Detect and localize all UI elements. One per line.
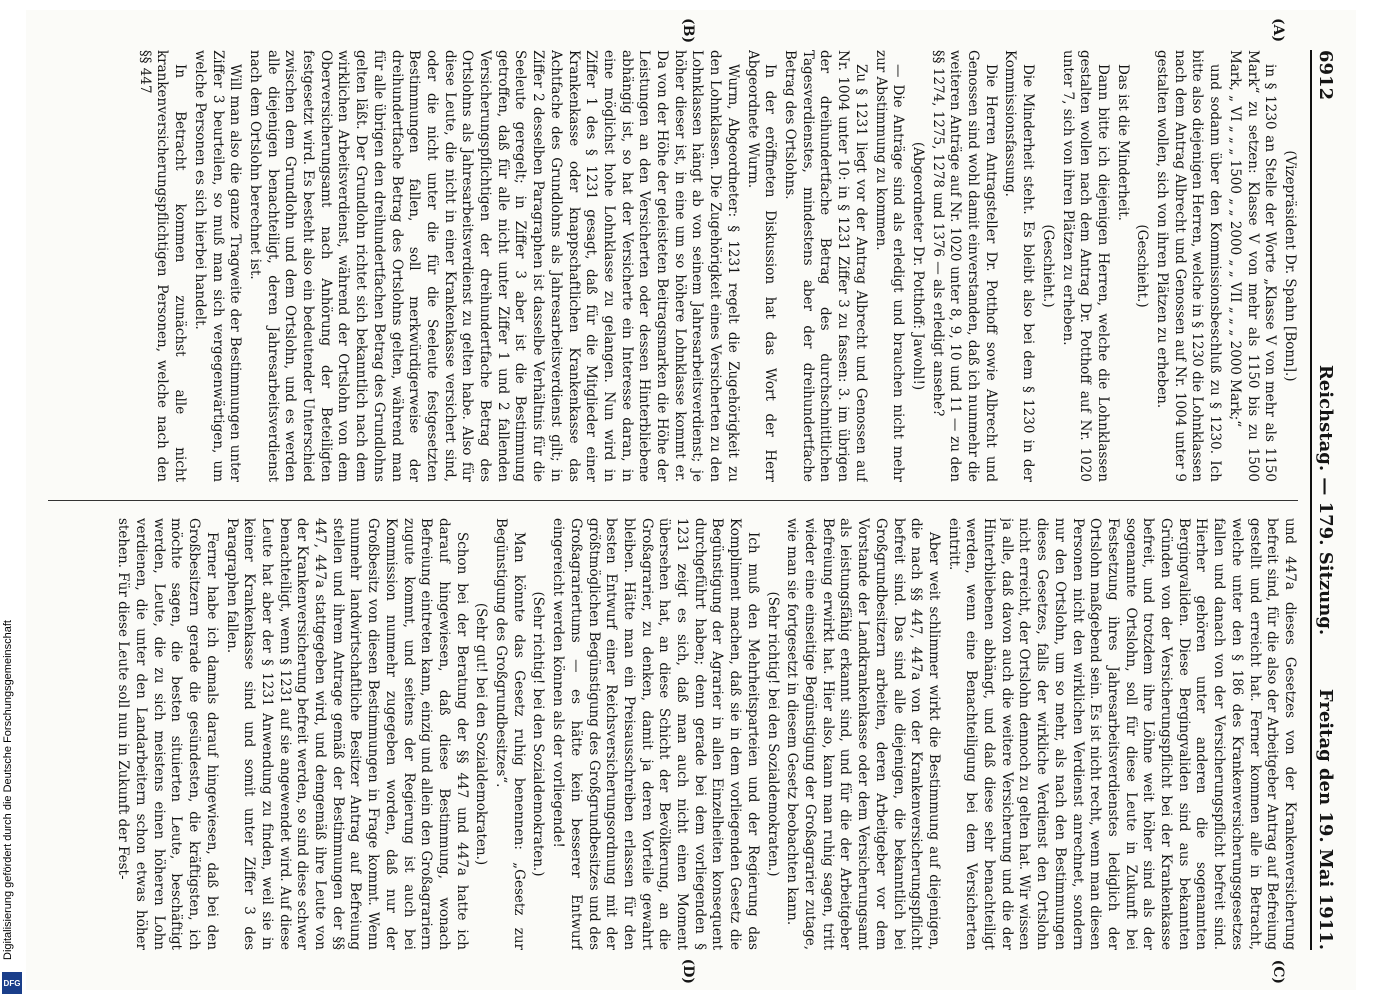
paragraph: Man könnte das Gesetz ruhig benennen: „Gesetz zur Begünstigung des Großgrundbesitzes“. <box>493 518 527 950</box>
reaction: (Abgeordneter Dr. Potthoff: Jawohl!) <box>909 141 926 391</box>
paragraph: in § 1230 an Stelle der Worte „Klasse V von mehr als 1150 Mark“ zu setzen: Klasse V von mehr als 1150 bis zu 1500 Mark, „ VI „ „ „ 1500 „ „ 2000 „ „ VII „ „ „ 2000 Mark;“ <box>1226 50 1279 482</box>
header-title: Reichstag. — 179. Sitzung. <box>1315 364 1337 636</box>
reaction: (Sehr richtig! bei den Sozialdemokraten.) <box>530 591 547 877</box>
reaction: (Geschieht.) <box>1039 224 1056 308</box>
paragraph: — Die Anträge sind als erledigt und brauchen nicht mehr zur Abstimmung zu kommen. <box>872 50 907 482</box>
paragraph: Ferner habe ich damals darauf hingewiesen, daß bei den Großbesitzern gerade die gesündesten, die kräftigsten, ich möchte sagen, die besten situierten Leute, beschäftigt werden, Leute, die zu sich meistens einen höheren Lohn verdienen, die unter den Landarbeitern schon etwas höher stehen. Für diese Leute soll nun in Zukunft der Fest- <box>115 518 220 950</box>
digitization-note: Digitalisierung gefördert durch die Deutsche Forschungsgemeinschaft <box>2 620 14 960</box>
left-column <box>48 50 1298 482</box>
margin-marker-c: (C) <box>1270 959 1286 984</box>
speaker-note: (Vizepräsident Dr. Spahn [Bonn].) <box>1282 150 1298 382</box>
paragraph: und 447a dieses Gesetzes von der Krankenversicherung befreit sind, für die also der Arbeitgeber Antrag auf Befreiung gestellt und erreicht hat. Ferner kommen alle in Betracht, welche unter den § 186 des Krankenversicherungsgesetzes fallen und danach von der Versicherungspflicht befreit sind. Hierher gehören unter anderen die sogenannten Bergingvaliden. Diese Bergingvaliden sind aus bekannten Gründen von der Versicherungspflicht bei der Krankenkasse befreit, und trotzdem ihre Löhne weit höher sind als der sogenannte Ortslohn, soll für diese Leute in Zukunft bei Festsetzung ihres Jahresarbeitsverdienstes lediglich der Ortslohn maßgebend sein. Es ist nicht recht, wenn man diesen Personen nicht den wirklichen Verdienst anrechnet, sondern nur den Ortslohn, um so mehr, als nach den Bestimmungen dieses Gesetzes, falls der wirkliche Verdienst den Ortslohn nicht erreicht, der Ortslohn dennoch zu gelten hat. Wir wissen ja alle, daß davon auch die weitere Versicherung und die der Hinterbliebenen abhängt, und daß diese sehr benachteiligt werden, wenn eine Benachteiligung bei dem Versicherten eintritt. <box>945 518 1298 950</box>
column-divider <box>48 500 1298 501</box>
page-number: 6912 <box>1315 50 1337 101</box>
dfg-logo: DFG <box>2 972 22 994</box>
margin-marker-a: (A) <box>1270 18 1286 43</box>
paragraph: Schon bei der Beratung der §§ 447 und 447a hatte ich darauf hingewiesen, daß diese Bestimmung, wonach Befreiung eintreten kann, einzig und allein den Großagrariern zugute kommt, und seitens der Regierung ist auch bei Kommission nunmehr zugegeben worden, daß nur der Großbesitz von diesen Bestimmungen in Frage kommt. Wenn nunmehr landwirtschaftliche Besitzer Antrag auf Befreiung stellen und ihrem Antrage gemäß der Bestimmungen der §§ 447, 447a stattgegeben wird, und demgemäß ihre Leute von der Krankenversicherung befreit werden, so sind diese schwer benachteiligt, wenn § 1231 auf sie angewendet wird. Auf diese Leute hat aber der § 1231 Anwendung zu finden, weil sie in keiner Krankenkasse sind und somit unter Ziffer 3 des Paragraphen fallen. <box>223 518 470 950</box>
paragraph: Die Herren Antragsteller Dr. Potthoff sowie Albrecht und Genossen sind wohl damit einverstanden, daß ich nunmehr die weiteren Anträge auf Nr. 1020 unter 8, 9, 10 und 11 — zu den §§ 1274, 1275, 1278 und 1376 — als erledigt ansehe? <box>929 50 999 482</box>
reaction: (Geschieht.) <box>1134 224 1151 308</box>
digitization-sidebar <box>0 0 26 1000</box>
document-page <box>26 10 1356 990</box>
paragraph: und sodann über den Kommissionsbeschluß zu § 1230. Ich bitte also diejenigen Herren, welche in § 1230 die Lohnklassen nach dem Antrag Albrecht und Genossen auf Nr. 1004 unter 9 gestalten wollen, sich von ihren Plätzen zu erheben. <box>1154 50 1224 482</box>
paragraph: Aber weit schlimmer wirkt die Bestimmung auf diejenigen, die nach §§ 447, 447a von der Krankenversicherungspflicht befreit sind. Das sind alle diejenigen, die bekanntlich bei Großgrundbesitzern arbeiten, deren Arbeitgeber vor dem Vorstande der Landkrankenkasse oder dem Versicherungsamt als leistungsfähig erkannt sind, und für die der Arbeitgeber Befreiung erwirkt hat. Hier also, kann man ruhig sagen, tritt wieder eine einseitige Begünstigung der Großagrarier zutage, wie man sie fortgesetzt in diesem Gesetz beobachten kann. <box>784 518 942 950</box>
paragraph: Das ist die Minderheit. <box>1114 64 1131 221</box>
reaction: (Sehr gut! bei den Sozialdemokraten.) <box>473 602 490 866</box>
paragraph: Wurm, Abgeordneter: § 1231 regelt die Zugehörigkeit zu den Lohnklassen. Die Zugehörigkeit eines Versicherten zu den Lohnklassen hängt ab von seinem Jahresarbeitsverdienst; je höher dieser ist, in eine um so höhere Lohnklasse kommt er. Da von der Höhe der geleisteten Beitragsmarken die Höhe der Leistungen an den Versicherten oder dessen Hinterbliebene abhängig ist, so hat der Versicherte ein Interesse daran, in eine möglichst hohe Lohnklasse zu gelangen. Nun wird in Ziffer 1 des § 1231 gesagt, daß für die Mitglieder einer Krankenkasse oder knappschaftlichen Krankenkasse das Achtfache des Grundlohns als Jahresarbeitsverdienst gilt; in Ziffer 2 desselben Paragraphen ist dasselbe Verhältnis für die Seeleute geregelt; in Ziffer 3 aber ist die Bestimmung getroffen, daß für alle nicht unter Ziffer 1 und 2 fallenden Versicherungspflichtigen der dreihundertfache Betrag des Ortslohns als Jahresarbeitsverdienst zu gelten habe. Also für diese Leute, die nicht in einer Krankenkasse versichert sind, oder die nicht unter die für die Seeleute festgesetzten Bestimmungen fallen, soll merkwürdigerweise der dreihundertfache Betrag des Ortslohns gelten, während man für alle übrigen den dreihundertfachen Betrag des Grundlohns gelten läßt. Der Grundlohn richtet sich bekanntlich nach dem wirklichen Arbeitsverdienst, während der Ortslohn von dem Oberversicherungsamt nach Anhörung der Beteiligten festgesetzt wird. Es besteht also ein bedeutender Unterschied zwischen dem Grundlohn und dem Ortslohn, und es werden alle diejenigen benachteiligt, deren Jahresarbeitsverdienst nach dem Ortslohn berechnet ist. <box>246 50 741 482</box>
reaction: (Sehr richtig! bei den Sozialdemokraten.) <box>764 591 781 877</box>
right-column <box>48 518 1298 950</box>
paragraph: Zu § 1231 liegt vor der Antrag Albrecht und Genossen auf Nr. 1004 unter 10: in § 1231 Ziffer 3 zu fassen: 3. im übrigen der dreihundertfache Betrag des durchschnittlichen Tagesverdienstes, mindestens aber der dreihundertfache Betrag des Ortslohns. <box>782 50 869 482</box>
paragraph: Ich muß den Mehrheitsparteien und der Regierung das Kompliment machen, daß sie in dem vorliegenden Gesetz die Begünstigung der Agrarier in allen Einzelheiten konsequent durchgeführt haben; denn gerade bei dem vorliegenden § 1231 zeigt es sich, daß man auch nicht einen Moment übersehen hat, an diese Schicht der Bevölkerung, an die Großagrarier, zu denken, damit ja deren Vorteile gewahrt bleiben. Hätte man ein Preisausschreiben erlassen für den besten Entwurf einer Reichsversicherungsordnung mit der größtmöglichen Begünstigung des Großgrundbesitzes und des Großagrariertums — es hätte kein besserer Entwurf eingereicht werden können als der vorliegende! <box>550 518 761 950</box>
paragraph: Die Minderheit steht. Es bleibt also bei dem § 1230 in der Kommissionsfassung. <box>1002 50 1037 482</box>
page-header <box>1310 50 1340 950</box>
header-date: Freitag den 19. Mai 1911. <box>1315 688 1337 950</box>
paragraph: In Betracht kommen zunächst alle nicht krankenversicherungspflichtigen Personen, welche nach den §§ 447 <box>136 50 189 482</box>
margin-marker-d: (D) <box>680 958 696 984</box>
paragraph: In der eröffneten Diskussion hat das Wort der Herr Abgeordnete Wurm. <box>744 50 779 482</box>
paragraph: Dann bitte ich diejenigen Herren, welche die Lohnklassen gestalten wollen nach dem Antrag Dr. Potthoff auf Nr. 1020 unter 7, sich von ihren Plätzen zu erheben. <box>1059 50 1111 482</box>
margin-marker-b: (B) <box>680 18 696 44</box>
paragraph: Will man also die ganze Tragweite der Bestimmungen unter Ziffer 3 beurteilen, so muß man sich vergegenwärtigen, um welche Personen es sich hierbei handelt. <box>191 50 244 482</box>
